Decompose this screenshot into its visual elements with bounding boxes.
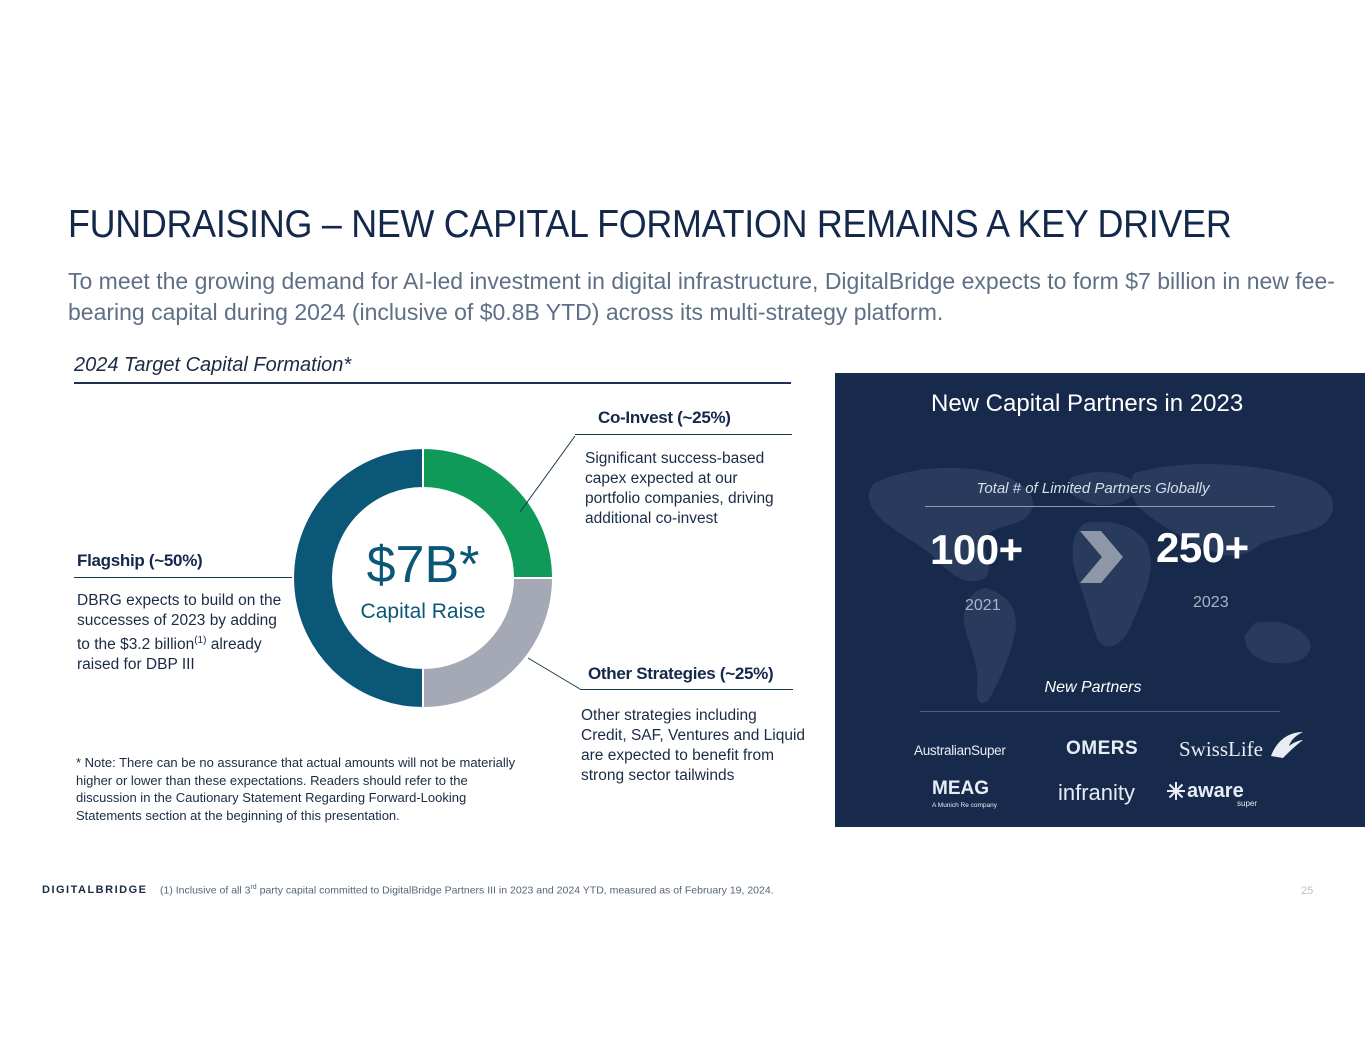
- year-2023: 2023: [1193, 594, 1229, 611]
- lp-count-2021: 100+: [930, 526, 1023, 573]
- meag-logo: MEAG: [932, 778, 989, 799]
- aware-star-icon: [1166, 781, 1186, 801]
- disclaimer-note: * Note: There can be no assurance that actual amounts will not be materially higher or lower than these expectations. Readers should refer to the discussion in the Cautionary Statement Regarding Forward-Looking Statements section at the beginning of this presentation.: [76, 755, 516, 823]
- infranity-logo: infranity: [1058, 780, 1136, 805]
- australiansuper-logo: AustralianSuper: [914, 743, 1006, 758]
- footnote: (1) Inclusive of all 3rd party capital committed to DigitalBridge Partners III in 2023 and 2024 YTD, measured as of February 19, 2024.: [160, 884, 774, 897]
- coinvest-heading: Co-Invest (~25%): [598, 408, 731, 427]
- section-title: 2024 Target Capital Formation*: [74, 354, 352, 376]
- other-strategies-heading: Other Strategies (~25%): [588, 664, 774, 683]
- page-title: FUNDRAISING – NEW CAPITAL FORMATION REMAINS A KEY DRIVER: [68, 203, 1232, 246]
- aware-super-logo: aware: [1187, 780, 1244, 802]
- flagship-description: DBRG expects to build on the successes of 2023 by adding to the $3.2 billion$^{(1)}$ already raised for DBP III: [77, 592, 282, 674]
- page-number: 25: [1301, 885, 1314, 897]
- other-leader-line: [528, 658, 580, 689]
- other-strategies-rule: [580, 689, 793, 690]
- coinvest-description: Significant success-based capex expected at our portfolio companies, driving additional co-invest: [585, 450, 774, 527]
- new-partners-divider: [920, 711, 1280, 712]
- meag-tagline: A Munich Re company: [932, 802, 998, 809]
- chevron-right-icon: [1075, 531, 1125, 583]
- page-subtitle: To meet the growing demand for AI-led investment in digital infrastructure, DigitalBridge expects to form $7 billion in new fee-bearing capital during 2024 (inclusive of $0.8B YTD) across its multi-strategy platform.: [68, 268, 1335, 325]
- donut-center-value: $7B*: [366, 536, 480, 594]
- donut-segment-other-strategies: [423, 578, 553, 708]
- panel-divider: [925, 506, 1275, 507]
- footnote-ref: (1): [194, 635, 207, 646]
- aware-super-logo-sub: super: [1237, 799, 1258, 808]
- new-capital-partners-panel: [835, 373, 1365, 827]
- coinvest-rule: [575, 434, 792, 435]
- new-partners-heading: New Partners: [1044, 679, 1142, 696]
- donut-center-label: Capital Raise: [360, 600, 486, 623]
- year-2021: 2021: [965, 597, 1001, 614]
- omers-logo: OMERS: [1066, 738, 1139, 759]
- lp-count-subtitle: Total # of Limited Partners Globally: [976, 480, 1210, 497]
- swisslife-logo: SwissLife: [1179, 737, 1263, 761]
- flagship-heading: Flagship (~50%): [77, 551, 203, 570]
- lp-count-2023: 250+: [1156, 524, 1249, 571]
- other-strategies-description: Other strategies including Credit, SAF, Ventures and Liquid are expected to benefit from strong sector tailwinds: [581, 707, 806, 784]
- digitalbridge-logo: DIGITALBRIDGE: [42, 884, 148, 896]
- swisslife-bird-icon: [1269, 728, 1305, 760]
- panel-title: New Capital Partners in 2023: [931, 390, 1244, 417]
- coinvest-leader-line: [520, 436, 575, 512]
- flagship-rule: [74, 577, 292, 578]
